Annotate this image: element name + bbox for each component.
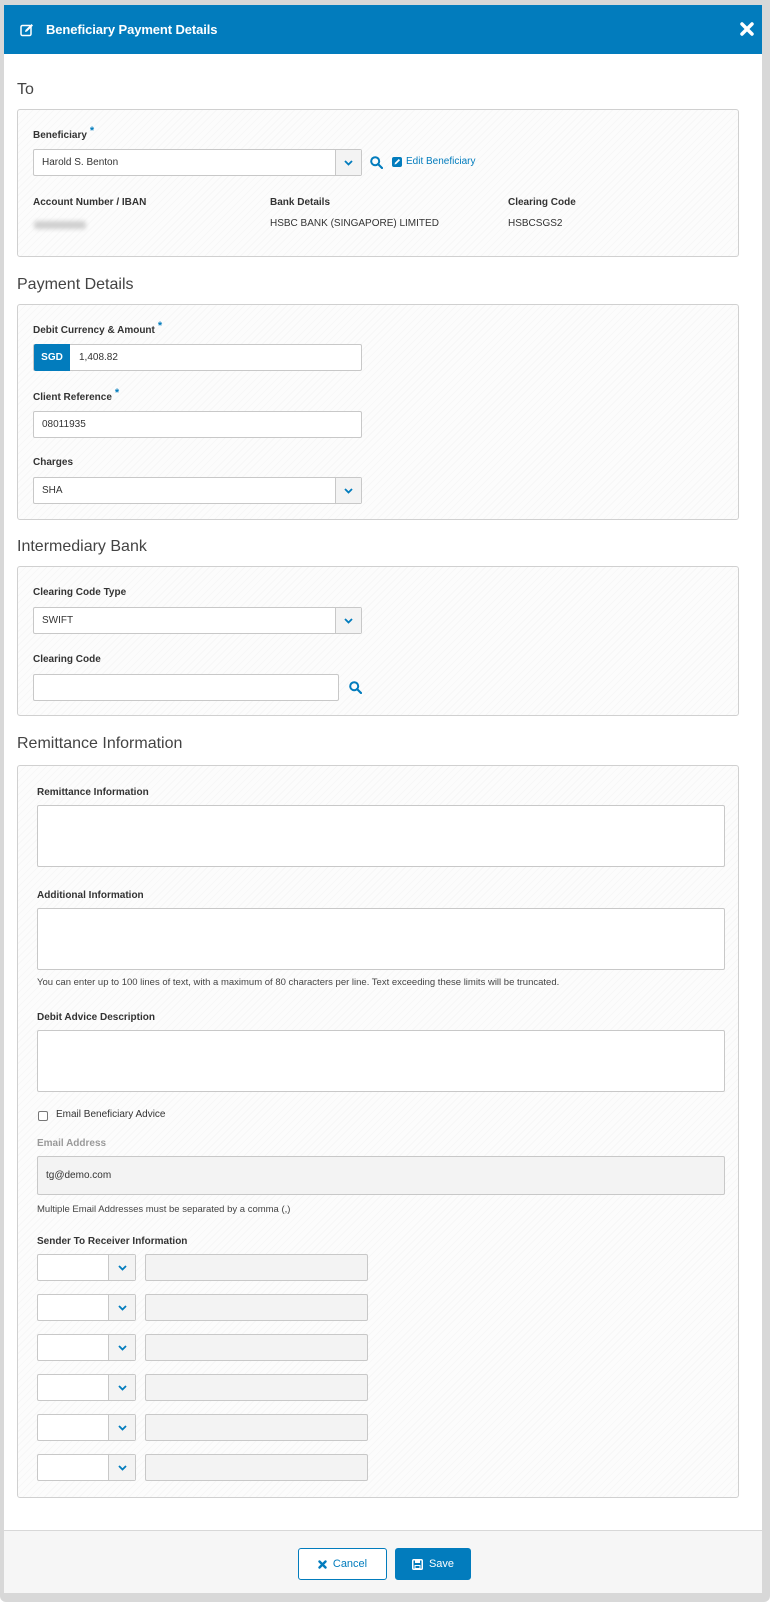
modal-title: Beneficiary Payment Details <box>46 22 218 37</box>
remittance-info-label: Remittance Information <box>37 787 149 798</box>
s2r-text-input[interactable] <box>145 1454 368 1481</box>
edit-icon <box>20 23 34 37</box>
s2r-code-select[interactable] <box>37 1414 136 1441</box>
chevron-down-icon[interactable] <box>108 1455 135 1480</box>
clearing-code-label: Clearing Code <box>508 197 576 208</box>
bank-details-label: Bank Details <box>270 197 331 208</box>
s2r-code-select[interactable] <box>37 1334 136 1361</box>
modal-header <box>4 5 762 54</box>
cancel-button[interactable] <box>298 1548 387 1580</box>
debit-advice-label: Debit Advice Description <box>37 1012 155 1023</box>
chevron-down-icon[interactable] <box>108 1335 135 1360</box>
debit-amount-label <box>33 320 163 336</box>
currency-badge: SGD <box>34 344 70 371</box>
debit-amount-label-text: Debit Currency & Amount <box>33 325 155 336</box>
search-icon[interactable] <box>370 156 383 174</box>
s2r-code-select[interactable] <box>37 1254 136 1281</box>
clearing-code-type-label: Clearing Code Type <box>33 587 127 598</box>
chevron-down-icon[interactable] <box>108 1415 135 1440</box>
beneficiary-payment-modal <box>4 5 762 1593</box>
clearing-code-type-value: SWIFT <box>42 615 74 626</box>
account-number-value-redacted <box>34 221 86 229</box>
chevron-down-icon[interactable] <box>108 1375 135 1400</box>
save-icon <box>412 1559 423 1570</box>
s2r-text-input[interactable] <box>145 1334 368 1361</box>
required-mark: * <box>157 320 163 332</box>
additional-info-label: Additional Information <box>37 890 144 901</box>
email-address-input[interactable] <box>37 1156 725 1195</box>
chevron-down-icon[interactable] <box>335 150 361 175</box>
debit-amount-value: 1,408.82 <box>79 352 118 363</box>
edit-beneficiary-link[interactable] <box>392 156 475 167</box>
s2r-row <box>18 1374 738 1401</box>
edit-beneficiary-label: Edit Beneficiary <box>406 156 476 167</box>
debit-amount-input[interactable] <box>33 344 362 371</box>
s2r-row <box>18 1334 738 1361</box>
sender-to-receiver-label: Sender To Receiver Information <box>37 1236 188 1247</box>
bank-details-value: HSBC BANK (SINGAPORE) LIMITED <box>270 218 439 229</box>
section-title-payment: Payment Details <box>17 276 134 293</box>
chevron-down-icon[interactable] <box>108 1255 135 1280</box>
client-reference-label-text: Client Reference <box>33 392 112 403</box>
charges-select[interactable] <box>33 477 362 504</box>
beneficiary-label-text: Beneficiary <box>33 130 87 141</box>
to-panel <box>17 109 739 257</box>
beneficiary-label <box>33 125 95 141</box>
edit-icon <box>392 157 402 167</box>
chevron-down-icon[interactable] <box>335 608 361 633</box>
close-icon <box>318 1560 327 1569</box>
modal-footer <box>4 1530 762 1593</box>
email-address-hint: Multiple Email Addresses must be separated by a comma (,) <box>37 1204 291 1215</box>
close-icon[interactable] <box>738 20 756 38</box>
s2r-row <box>18 1414 738 1441</box>
chevron-down-icon[interactable] <box>335 478 361 503</box>
clearing-code-value: HSBCSGS2 <box>508 218 563 229</box>
payment-panel <box>17 304 739 520</box>
client-reference-input[interactable] <box>33 411 362 438</box>
chevron-down-icon[interactable] <box>108 1295 135 1320</box>
s2r-code-select[interactable] <box>37 1454 136 1481</box>
s2r-code-select[interactable] <box>37 1294 136 1321</box>
search-icon[interactable] <box>349 681 362 699</box>
save-button[interactable] <box>395 1548 471 1580</box>
email-beneficiary-label: Email Beneficiary Advice <box>56 1109 166 1120</box>
s2r-text-input[interactable] <box>145 1294 368 1321</box>
additional-info-textarea[interactable] <box>37 908 725 970</box>
email-beneficiary-checkbox[interactable] <box>38 1111 48 1121</box>
remittance-panel <box>17 765 739 1498</box>
debit-advice-textarea[interactable] <box>37 1030 725 1092</box>
s2r-row <box>18 1294 738 1321</box>
s2r-row <box>18 1254 738 1281</box>
charges-label: Charges <box>33 457 74 468</box>
intermediary-clearing-code-input[interactable] <box>33 674 339 701</box>
required-mark: * <box>89 125 95 137</box>
email-address-value: tg@demo.com <box>46 1170 112 1181</box>
s2r-text-input[interactable] <box>145 1254 368 1281</box>
beneficiary-select[interactable] <box>33 149 362 176</box>
section-title-remittance: Remittance Information <box>17 735 183 752</box>
client-reference-value: 08011935 <box>42 419 86 430</box>
intermediary-clearing-code-label: Clearing Code <box>33 654 101 665</box>
remittance-info-textarea[interactable] <box>37 805 725 867</box>
client-reference-label <box>33 387 120 403</box>
s2r-row <box>18 1454 738 1481</box>
section-title-to: To <box>17 81 34 98</box>
beneficiary-value: Harold S. Benton <box>42 157 119 168</box>
s2r-code-select[interactable] <box>37 1374 136 1401</box>
account-number-label: Account Number / IBAN <box>33 197 147 208</box>
additional-info-hint: You can enter up to 100 lines of text, with a maximum of 80 characters per line. Text exceeding these limits will be truncated. <box>37 977 560 988</box>
required-mark: * <box>114 387 120 399</box>
save-label: Save <box>428 1558 455 1570</box>
charges-value: SHA <box>42 485 63 496</box>
email-address-label: Email Address <box>37 1138 107 1149</box>
intermediary-panel <box>17 566 739 716</box>
cancel-label: Cancel <box>332 1558 368 1570</box>
clearing-code-type-select[interactable] <box>33 607 362 634</box>
s2r-text-input[interactable] <box>145 1374 368 1401</box>
s2r-text-input[interactable] <box>145 1414 368 1441</box>
section-title-intermediary: Intermediary Bank <box>17 538 147 555</box>
